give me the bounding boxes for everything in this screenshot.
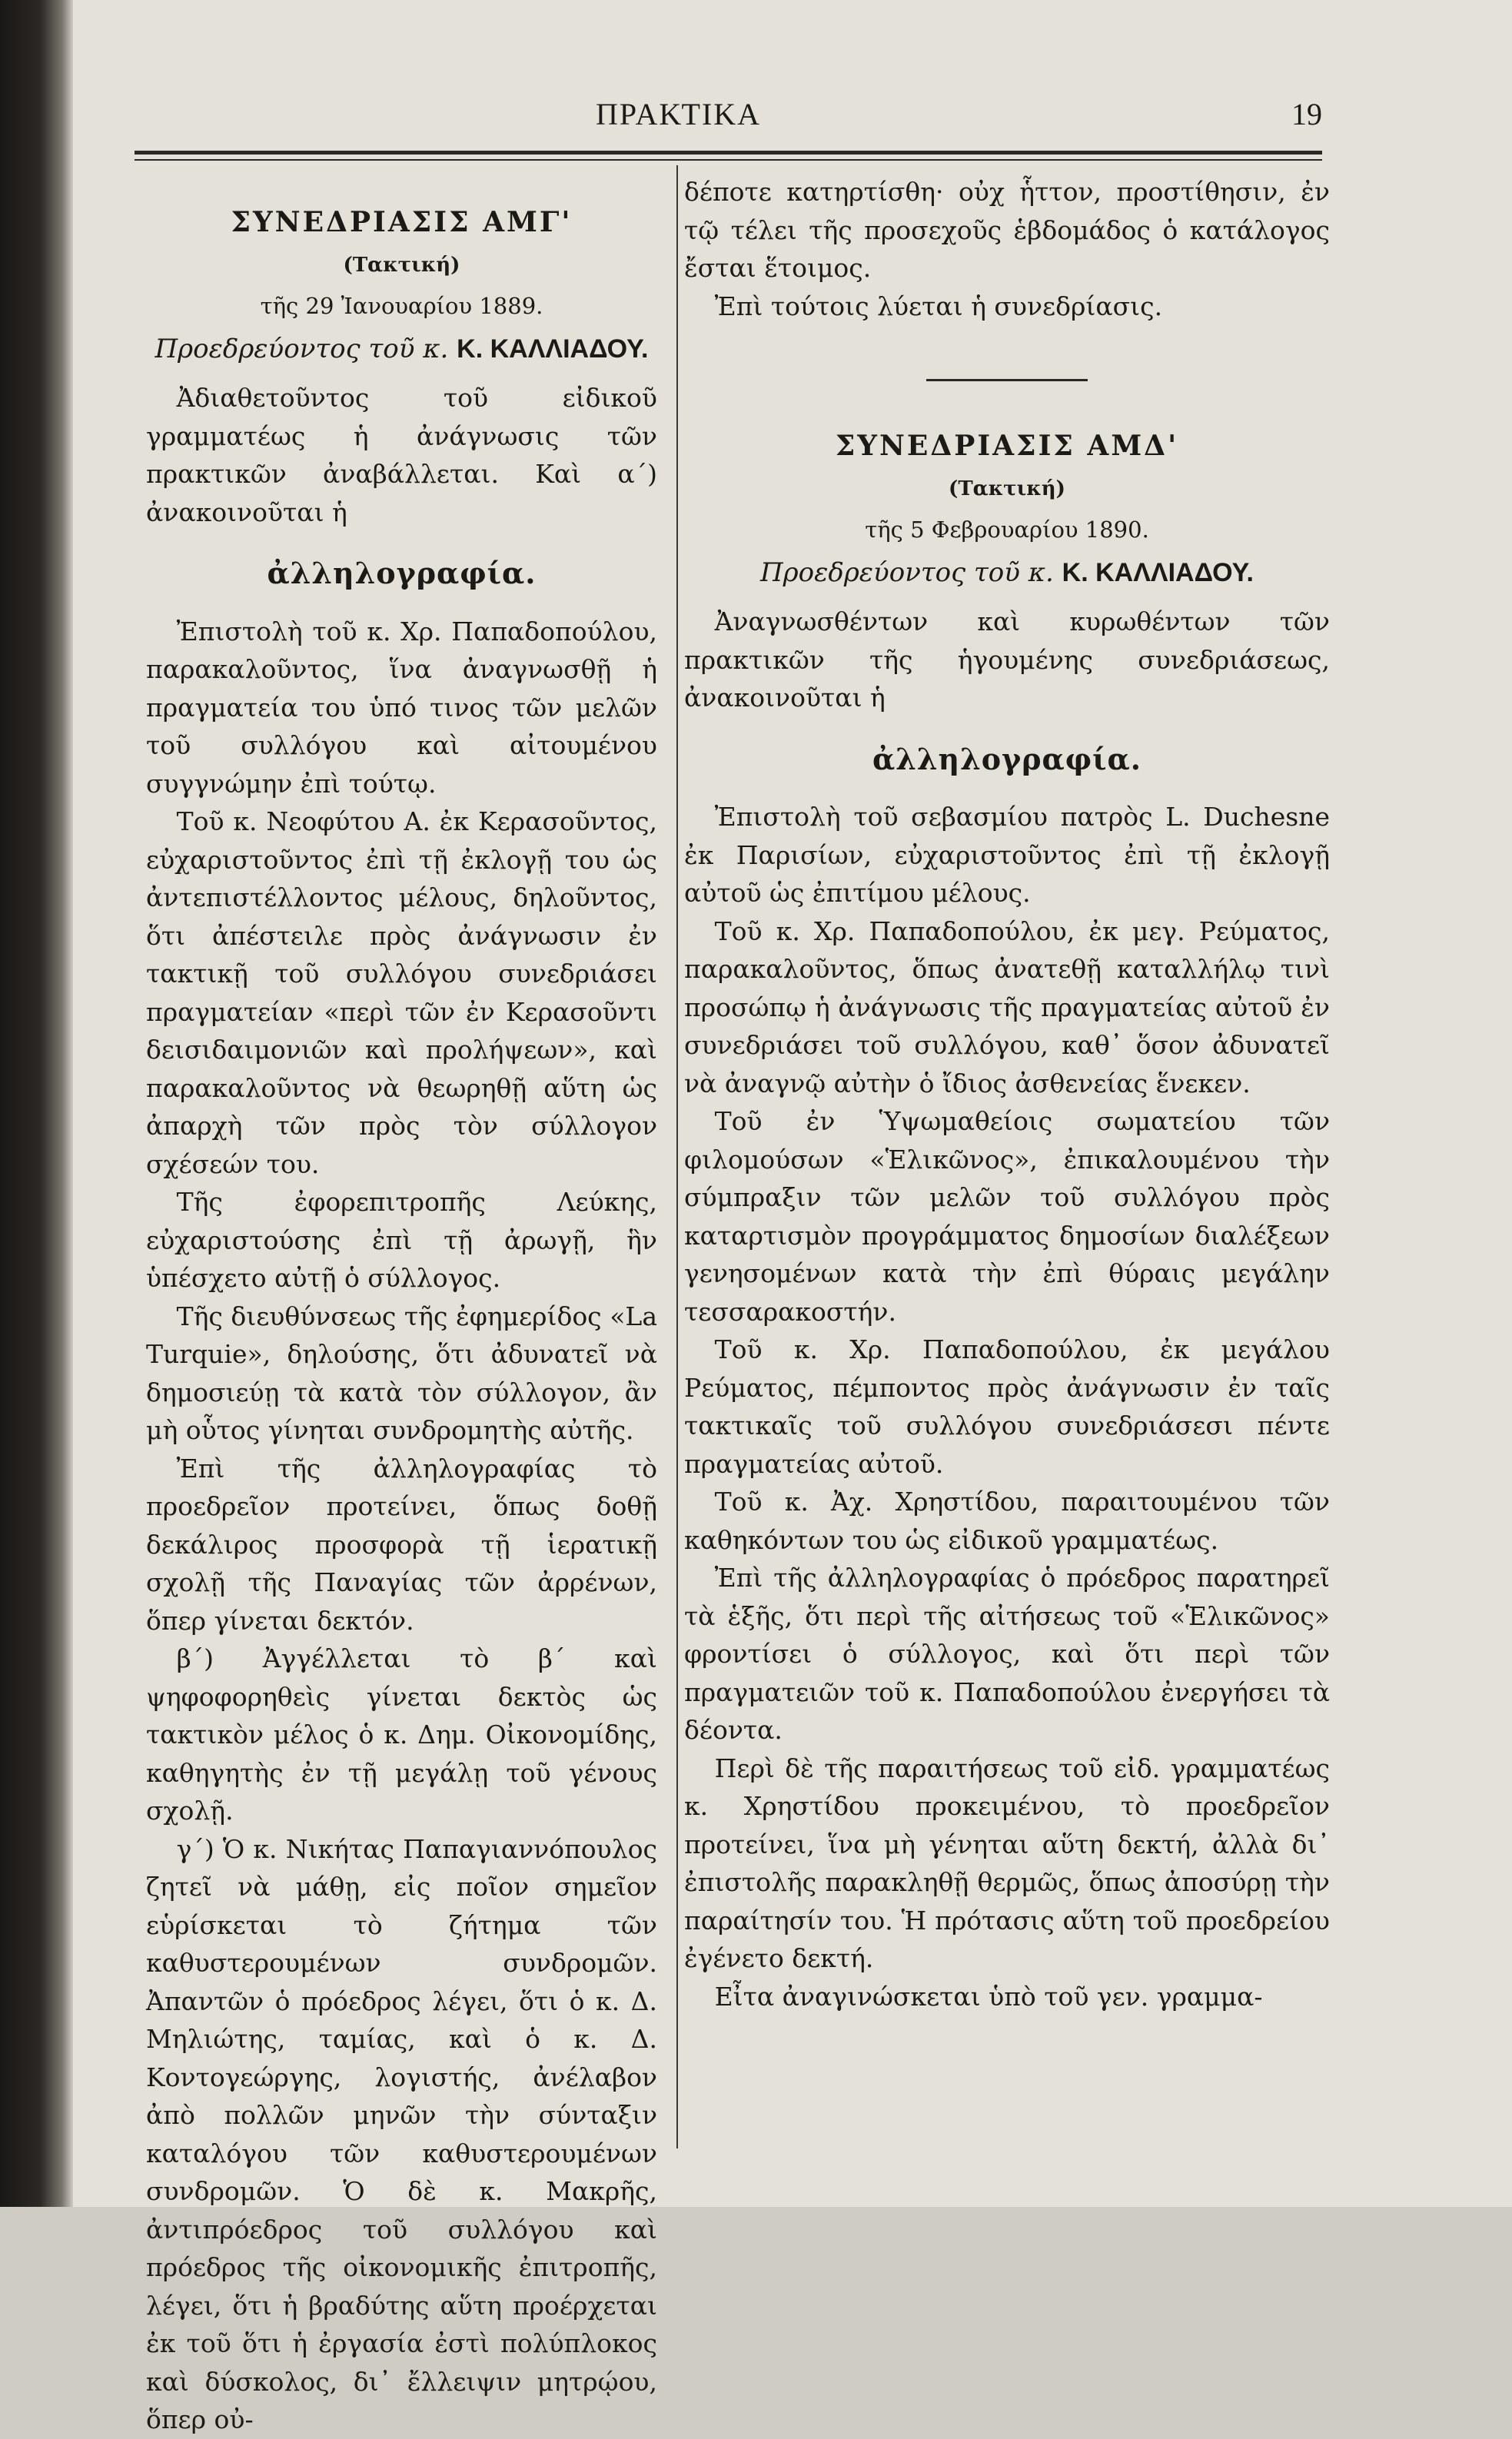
header-rule-thin	[135, 159, 1322, 161]
paragraph: Ἐπὶ τῆς ἀλληλογραφίας τὸ προεδρεῖον προτείνει, ὅπως δοθῇ δεκάλιρος προσφορὰ τῇ ἱερατικῇ σχολῇ τῆς Παναγίας τῶν ἀρρένων, ὅπερ γίνεται δεκτόν.	[146, 1453, 657, 1636]
paragraph: δέποτε κατηρτίσθη· οὐχ ἧττον, προστίθησιν, ἐν τῷ τέλει τῆς προσεχοῦς ἑβδομάδος ὁ κατάλογος ἔσται ἕτοιμος.	[684, 177, 1330, 283]
paragraph: Ἀδιαθετοῦντος τοῦ εἰδικοῦ γραμματέως ἡ ἀνάγνωσις τῶν πρακτικῶν ἀναβάλλεται. Καὶ α΄) ἀνακοινοῦται ἡ	[146, 383, 657, 527]
session-title: ΣΥΝΕΔΡΙΑΣΙΣ ΑΜΓ'	[231, 206, 573, 238]
paragraph: Περὶ δὲ τῆς παραιτήσεως τοῦ εἰδ. γραμματέως κ. Χρηστίδου προκειμένου, τὸ προεδρεῖον προτείνει, ἵνα μὴ γένηται αὕτη δεκτή, ἀλλὰ δι᾽ ἐπιστολῆς παρακληθῇ θερμῶς, ὅπως ἀποσύρῃ τὴν παραίτησίν του. Ἡ πρότασις αὕτη τοῦ προεδρείου ἐγένετο δεκτή.	[684, 1753, 1330, 1973]
paragraph: Τοῦ κ. Ἀχ. Χρηστίδου, παραιτουμένου τῶν καθηκόντων του ὡς εἰδικοῦ γραμματέως.	[684, 1487, 1330, 1555]
paragraph: Ἐπιστολὴ τοῦ κ. Χρ. Παπαδοπούλου, παρακαλοῦντος, ἵνα ἀναγνωσθῇ ἡ πραγματεία του ὑπό τινος τῶν μελῶν τοῦ συλλόγου καὶ αἰτουμένου συγγνώμην ἐπὶ τούτῳ.	[146, 616, 657, 799]
book-binding-shadow	[0, 0, 73, 2207]
paragraph: Ἐπὶ τούτοις λύεται ἡ συνεδρίασις.	[714, 291, 1163, 321]
paragraph: Τῆς διευθύνσεως τῆς ἐφημερίδος «La Turquie», δηλούσης, ὅτι ἀδυνατεῖ νὰ δημοσιεύῃ τὰ κατὰ τὸν σύλλογον, ἂν μὴ οὗτος γίνηται συνδρομητὴς αὐτῆς.	[146, 1301, 657, 1445]
session-type: (Τακτική)	[949, 477, 1065, 500]
right-column	[684, 173, 1330, 2015]
paragraph: Ἐπὶ τῆς ἀλληλογραφίας ὁ πρόεδρος παρατηρεῖ τὰ ἑξῆς, ὅτι περὶ τῆς αἰτήσεως τοῦ «Ἑλικῶνος» φροντίσει ὁ σύλλογος, καὶ ὅτι περὶ τῶν πραγματειῶν τοῦ κ. Παπαδοπούλου ἐνεργήσει τὰ δέοντα.	[684, 1563, 1330, 1745]
paragraph: Ἀναγνωσθέντων καὶ κυρωθέντων τῶν πρακτικῶν τῆς ἡγουμένης συνεδριάσεως, ἀνακοινοῦται ἡ	[684, 606, 1330, 713]
session-type: (Τακτική)	[343, 253, 460, 277]
presiding-line	[684, 554, 1330, 593]
header-rule	[135, 151, 1322, 155]
running-title: ΠΡΑΚΤΙΚΑ	[596, 97, 762, 131]
session-date: τῆς 29 Ἰανουαρίου 1889.	[260, 293, 543, 319]
presiding-name: Κ. ΚΑΛΛΙΑΔΟΥ.	[1062, 557, 1254, 587]
paragraph: Τοῦ ἐν Ὑψωμαθείοις σωματείου τῶν φιλομούσων «Ἑλικῶνος», ἐπικαλουμένου τὴν σύμπραξιν τῶν μελῶν τοῦ συλλόγου πρὸς καταρτισμὸν προγράμματος δημοσίων διαλέξεων γενησομένων κατὰ τὴν ἐπὶ θύραις μεγάλην τεσσαρακοστήν.	[684, 1106, 1330, 1327]
page-number: 19	[1291, 97, 1322, 131]
paragraph: Τῆς ἐφορεπιτροπῆς Λεύκης, εὐχαριστούσης ἐπὶ τῇ ἀρωγῇ, ἣν ὑπέσχετο αὐτῇ ὁ σύλλογος.	[146, 1187, 657, 1293]
presiding-prefix: Προεδρεύοντος τοῦ κ.	[155, 333, 457, 364]
section-separator	[926, 379, 1088, 381]
correspondence-title: ἀλληλογραφία.	[872, 741, 1141, 776]
left-column	[146, 173, 657, 2439]
page-header	[123, 96, 1322, 142]
paragraph: Ἐπιστολὴ τοῦ σεβασμίου πατρὸς L. Duchesne ἐκ Παρισίων, εὐχαριστοῦντος ἐπὶ τῇ ἐκλογῇ αὐτοῦ ὡς ἐπιτίμου μέλους.	[684, 802, 1330, 908]
session-title: ΣΥΝΕΔΡΙΑΣΙΣ ΑΜΔ'	[835, 430, 1179, 462]
column-divider	[676, 165, 678, 2148]
paragraph: Τοῦ κ. Νεοφύτου Α. ἐκ Κερασοῦντος, εὐχαριστοῦντος ἐπὶ τῇ ἐκλογῇ του ὡς ἀντεπιστέλλοντος μέλους, δηλοῦντος, ὅτι ἀπέστειλε πρὸς ἀνάγνωσιν ἐν τακτικῇ τοῦ συλλόγου συνεδριάσει πραγματείαν «περὶ τῶν ἐν Κερασοῦντι δεισιδαιμονιῶν καὶ προλήψεων», καὶ παρακαλοῦντος νὰ θεωρηθῇ αὕτη ὡς ἀπαρχὴ τῶν πρὸς τὸν σύλλογον σχέσεών του.	[146, 806, 657, 1179]
presiding-prefix: Προεδρεύοντος τοῦ κ.	[760, 557, 1062, 588]
paragraph: Εἶτα ἀναγινώσκεται ὑπὸ τοῦ γεν. γραμμα-	[714, 1981, 1263, 2012]
presiding-name: Κ. ΚΑΛΛΙΑΔΟΥ.	[457, 334, 649, 364]
paragraph: Τοῦ κ. Χρ. Παπαδοπούλου, ἐκ μεγ. Ρεύματος, παρακαλοῦντος, ὅπως ἀνατεθῇ καταλλήλῳ τινὶ προσώπῳ ἡ ἀνάγνωσις τῆς πραγματείας αὐτοῦ ἐν συνεδριάσει τοῦ συλλόγου, καθ᾽ ὅσον ἀδυνατεῖ νὰ ἀναγνῷ αὐτὴν ὁ ἴδιος ἀσθενείας ἕνεκεν.	[684, 915, 1330, 1098]
paragraph: β΄) Ἀγγέλλεται τὸ β΄ καὶ ψηφοφορηθεὶς γίνεται δεκτὸς ὡς τακτικὸν μέλος ὁ κ. Δημ. Οἰκονομίδης, καθηγητὴς ἐν τῇ μεγάλῃ τοῦ γένους σχολῇ.	[146, 1643, 657, 1826]
paragraph: Τοῦ κ. Χρ. Παπαδοπούλου, ἐκ μεγάλου Ρεύματος, πέμποντος πρὸς ἀνάγνωσιν ἐν ταῖς τακτικαῖς τοῦ συλλόγου συνεδριάσεσι πέντε πραγματείας αὐτοῦ.	[684, 1334, 1330, 1479]
paragraph: γ΄) Ὁ κ. Νικήτας Παπαγιαννόπουλος ζητεῖ νὰ μάθῃ, εἰς ποῖον σημεῖον εὑρίσκεται τὸ ζήτημα τῶν καθυστερουμένων συνδρομῶν. Ἀπαντῶν ὁ πρόεδρος λέγει, ὅτι ὁ κ. Δ. Μηλιώτης, ταμίας, καὶ ὁ κ. Δ. Κοντογεώργης, λογιστής, ἀνέλαβον ἀπὸ πολλῶν μηνῶν τὴν σύνταξιν καταλόγου τῶν καθυστερουμένων συνδρομῶν. Ὁ δὲ κ. Μακρῆς, ἀντιπρόεδρος τοῦ συλλόγου καὶ πρόεδρος τῆς οἰκονομικῆς ἐπιτροπῆς, λέγει, ὅτι ἡ βραδύτης αὕτη προέρχεται ἐκ τοῦ ὅτι ἡ ἐργασία ἐστὶ πολύπλοκος καὶ δύσκολος, δι᾽ ἔλλειψιν μητρῴου, ὅπερ οὐ-	[146, 1833, 657, 2434]
session-date: τῆς 5 Φεβρουαρίου 1890.	[865, 517, 1149, 543]
correspondence-title: ἀλληλογραφία.	[267, 556, 537, 590]
presiding-line	[146, 331, 657, 369]
